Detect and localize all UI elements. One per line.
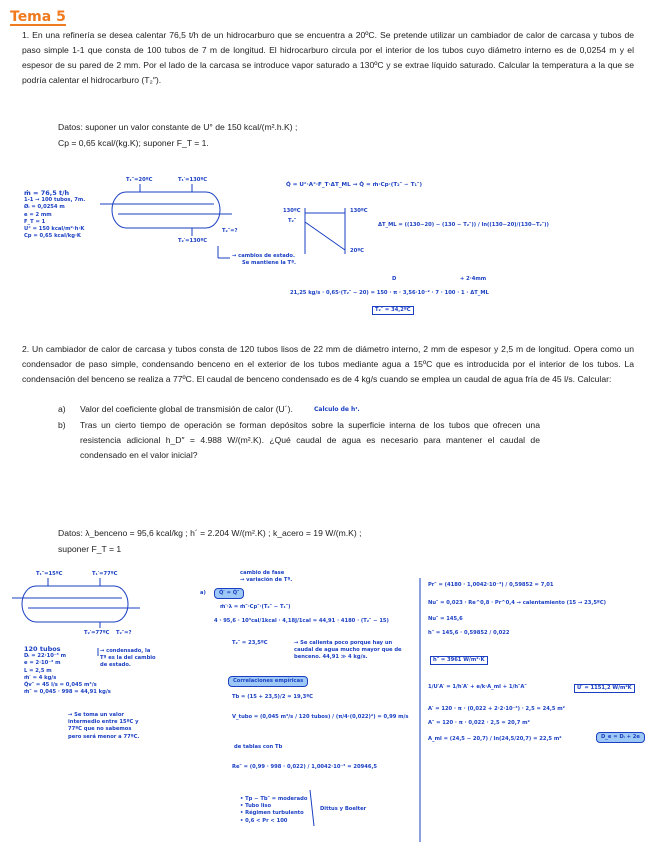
item-b-label: b) [58, 420, 66, 430]
problem-2-data-line-1: Datos: λ_benceno = 95,6 kcal/kg ; h´ = 2.204 W/(m².K) ; k_acero = 19 W/(m.K) ; [58, 528, 362, 538]
item-a-text: Valor del coeficiente global de transmisión de calor (U´). [80, 404, 293, 414]
p2-t2-result: T₂″ = 23,5ºC [232, 640, 268, 646]
page-title: Tema 5 [10, 9, 66, 25]
p1-t1-shell-in: T₁′=130ºC [178, 177, 208, 183]
p2-h-result: h″ = 3961 W/m²·K [430, 656, 488, 665]
p2-eq-m: ṁ′·λ = ṁ″·Cp″·(T₂″ − T₁″) [220, 604, 291, 610]
condensing-line-3: de estado. [100, 662, 131, 669]
p2-area-2: A″ = 120 · π · 0,022 · 2,5 = 20,7 m² [428, 720, 530, 726]
given-m2: ṁ″ = 0,045 · 998 = 44,91 kg/s [24, 689, 111, 696]
p2-area-1: A′ = 120 · π · (0,022 + 2·2·10⁻³) · 2,5 = 24,5 m² [428, 706, 565, 712]
p2-phase-top-2: → variación de Tª. [240, 577, 293, 583]
given-tubes: 1-1 → 100 tubos, 7m. [24, 197, 86, 204]
given-qv: Q̇v″ = 45 l/s = 0,045 m³/s [24, 682, 97, 689]
problem-1-data-line-2: Cp = 0,65 kcal/(kg.K); suponer F_T = 1. [58, 138, 209, 148]
item-a-note: Calculo de hᶦ. [314, 406, 360, 413]
condition-1: • Tp − Tb″ = moderado [240, 796, 308, 802]
p2-correlation: Correlaciones empíricas [228, 676, 308, 687]
p2-pr: Pr″ = (4180 · 1,0042·10⁻³) / 0,59852 = 7,01 [428, 582, 554, 588]
p2-t-out: T₂″=? [116, 630, 132, 636]
p2-de-note: D_e = Dᵢ + 2e [596, 732, 645, 743]
p1-profile-130a: 130ºC [283, 208, 301, 214]
p2-h-eq: h″ = 145,6 · 0,59852 / 0,022 [428, 630, 510, 636]
condition-4: • 0,6 < Pr < 100 [240, 817, 288, 824]
item-a-label: a) [58, 404, 66, 414]
given-m1: ṁ′ = 4 kg/s [24, 674, 57, 681]
given-mass: ṁ = 76,5 t/h [24, 189, 70, 197]
p2-temp-note: → Se toma un valor intermedio entre 15ºC y 77ºC que no sabemos pero será menor a 77ºC. [68, 712, 140, 740]
p2-u-result: U′ = 1151,2 W/m²K [574, 684, 635, 693]
condition-3: • Régimen turbulento [240, 810, 304, 817]
p2-v-tubo: V_tubo = (0,045 m³/s / 120 tubos) / (π/4·(0,022)²) = 0,99 m/s [232, 714, 409, 720]
problem-2-givens [24, 646, 111, 696]
given-tubes-count: 120 tubos [24, 645, 61, 653]
problem-2-data-line-2: suponer F_T = 1 [58, 544, 122, 554]
p2-aml: A_ml = (24,5 − 20,7) / ln(24,5/20,7) = 22,5 m² [428, 736, 562, 742]
problem-1-givens [24, 190, 85, 240]
p1-eq-1: Q̇ = U°·A°·F_T·ΔT_ML → Q̇ = ṁ·Cp·(T₂″ − T₁″) [286, 182, 423, 188]
given-l: L = 2,5 m [24, 667, 52, 674]
problem-1-statement: 1. En una refinería se desea calentar 76,5 t/h de un hidrocarburo que se encuentra a 20ºC. Se pretende utilizar un cambiador de calor de carcasa y tubos de paso simple 1-1 que consta de 100 tubos de 7 m de longitud. El hidrocarburo circula por el interior de los tubos cuyo diámetro interno es de 0,0254 m y el espesor de su pared de 2 mm. Por el lado de la carcasa se introduce vapor saturado a 130ºC y se extrae líquido saturado. Calcular la temperatura a la que se podría calentar el hidrocarburo (T₂″). [22, 30, 634, 85]
p2-a-label: a) [200, 590, 206, 596]
p2-re: Re″ = (0,99 · 998 · 0,022) / 1,0042·10⁻³ = 20946,5 [232, 764, 378, 770]
given-u: U° = 150 kcal/m²·h·K [24, 226, 85, 233]
given-thickness: e = 2 mm [24, 211, 52, 218]
p2-u-eq: 1/U′A′ = 1/h′A′ + e/k·A_ml + 1/h″A″ [428, 684, 527, 690]
given-ft: F_T = 1 [24, 218, 46, 225]
p1-t2-out: T₂″=? [222, 228, 238, 234]
p1-phase-note-1: → cambios de estado. [232, 253, 295, 259]
p1-t1-in: T₁″=20ºC [126, 177, 153, 183]
p2-t-in: T₁″=15ºC [36, 571, 63, 577]
given-di: Dᵢ = 22·10⁻³ m [24, 653, 67, 660]
p2-t-shell-in: T₁′=77ºC [92, 571, 118, 577]
problem-1-data-line-1: Datos: suponer un valor constante de U° de 150 kcal/(m².h.K) ; [58, 122, 298, 132]
profile-1-sketch [305, 208, 345, 254]
p1-profile-20: 20ºC [350, 248, 364, 254]
given-cp: Cp = 0,65 kcal/kg·K [24, 233, 81, 240]
p2-nu: Nu″ = 0,023 · Re^0,8 · Pr^0,4 → calentamiento (15 → 23,5ºC) [428, 600, 607, 606]
problem-2-statement: 2. Un cambiador de calor de carcasa y tubos consta de 120 tubos lisos de 22 mm de diámetro interno, 2 mm de espesor y 2,5 m de longitud. Opera como un condensador de paso simple, condensando benceno en el exterior de los tubos mediante agua a 15ºC que es introducida por el interior de los tubos. La condensación del benceno se realiza a 77ºC. El caudal de benceno condensado es de 4 kg/s cuando se emplea un caudal de agua fría de 45 l/s. Calcular: [22, 344, 634, 384]
p2-v-note: de tablas con Tb [234, 744, 283, 750]
item-b-text: Tras un cierto tiempo de operación se forman depósitos sobre la superficie interna de los tubos que ofrecen una resistencia adicional h_D″ = 4.988 W/(m².K). ¿Qué caudal de agua es necesario para mantener el caudal de condensado en el valor inicial? [80, 420, 540, 460]
p1-result: T₂″ = 34,2ºC [372, 306, 414, 315]
p1-profile-t2: T₂″ [288, 218, 297, 224]
given-diameter: Øᵢ = 0,0254 m [24, 204, 65, 211]
p2-phase-top-1: cambio de fase [240, 570, 285, 576]
p2-nu-val: Nu″ = 145,6 [428, 616, 463, 622]
p1-eq-4: 21,25 kg/s · 0,65·(T₂″ − 20) = 150 · π · 3,56·10⁻² · 7 · 100 · 1 · ΔT_ML [290, 290, 489, 296]
p2-a-eq: Q̇′ = Q̇″ [214, 588, 244, 599]
p1-t2-shell-out: T₂′=130ºC [178, 238, 208, 244]
p2-tb: Tb = (15 + 23,5)/2 = 19,3ºC [232, 694, 313, 700]
p1-eq-3-top: D [392, 276, 397, 282]
p1-profile-130b: 130ºC [350, 208, 368, 214]
p2-dittus: Dittus y Boelter [320, 806, 367, 812]
condensing-line-1: → condensado, la [100, 648, 151, 654]
p1-phase-note-2: Se mantiene la Tª. [242, 260, 296, 266]
given-e: e = 2·10⁻³ m [24, 660, 61, 667]
condition-2: • Tubo liso [240, 803, 272, 810]
p1-eq-2: ΔT_ML = ((130−20) − (130 − T₂″)) / ln((130−20)/(130−T₂″)) [378, 222, 549, 228]
condensing-line-2: Tª es la del cambio [100, 655, 156, 662]
p2-conditions [240, 796, 307, 825]
p1-eq-3-right: + 2·4mm [460, 276, 487, 282]
p2-t-shell-out: T₂′=77ºC [84, 630, 110, 636]
p2-eq-calc: 4 · 95,6 · 10³cal/1kcal · 4,18J/1cal = 44,91 · 4180 · (T₂″ − 15) [214, 618, 389, 624]
p2-t2-note: → Se calienta poco porque hay un caudal de agua mucho mayor que de benceno. 44,91 ≫ 4 kg/s. [294, 640, 402, 661]
exchanger-1-sketch [100, 184, 232, 258]
